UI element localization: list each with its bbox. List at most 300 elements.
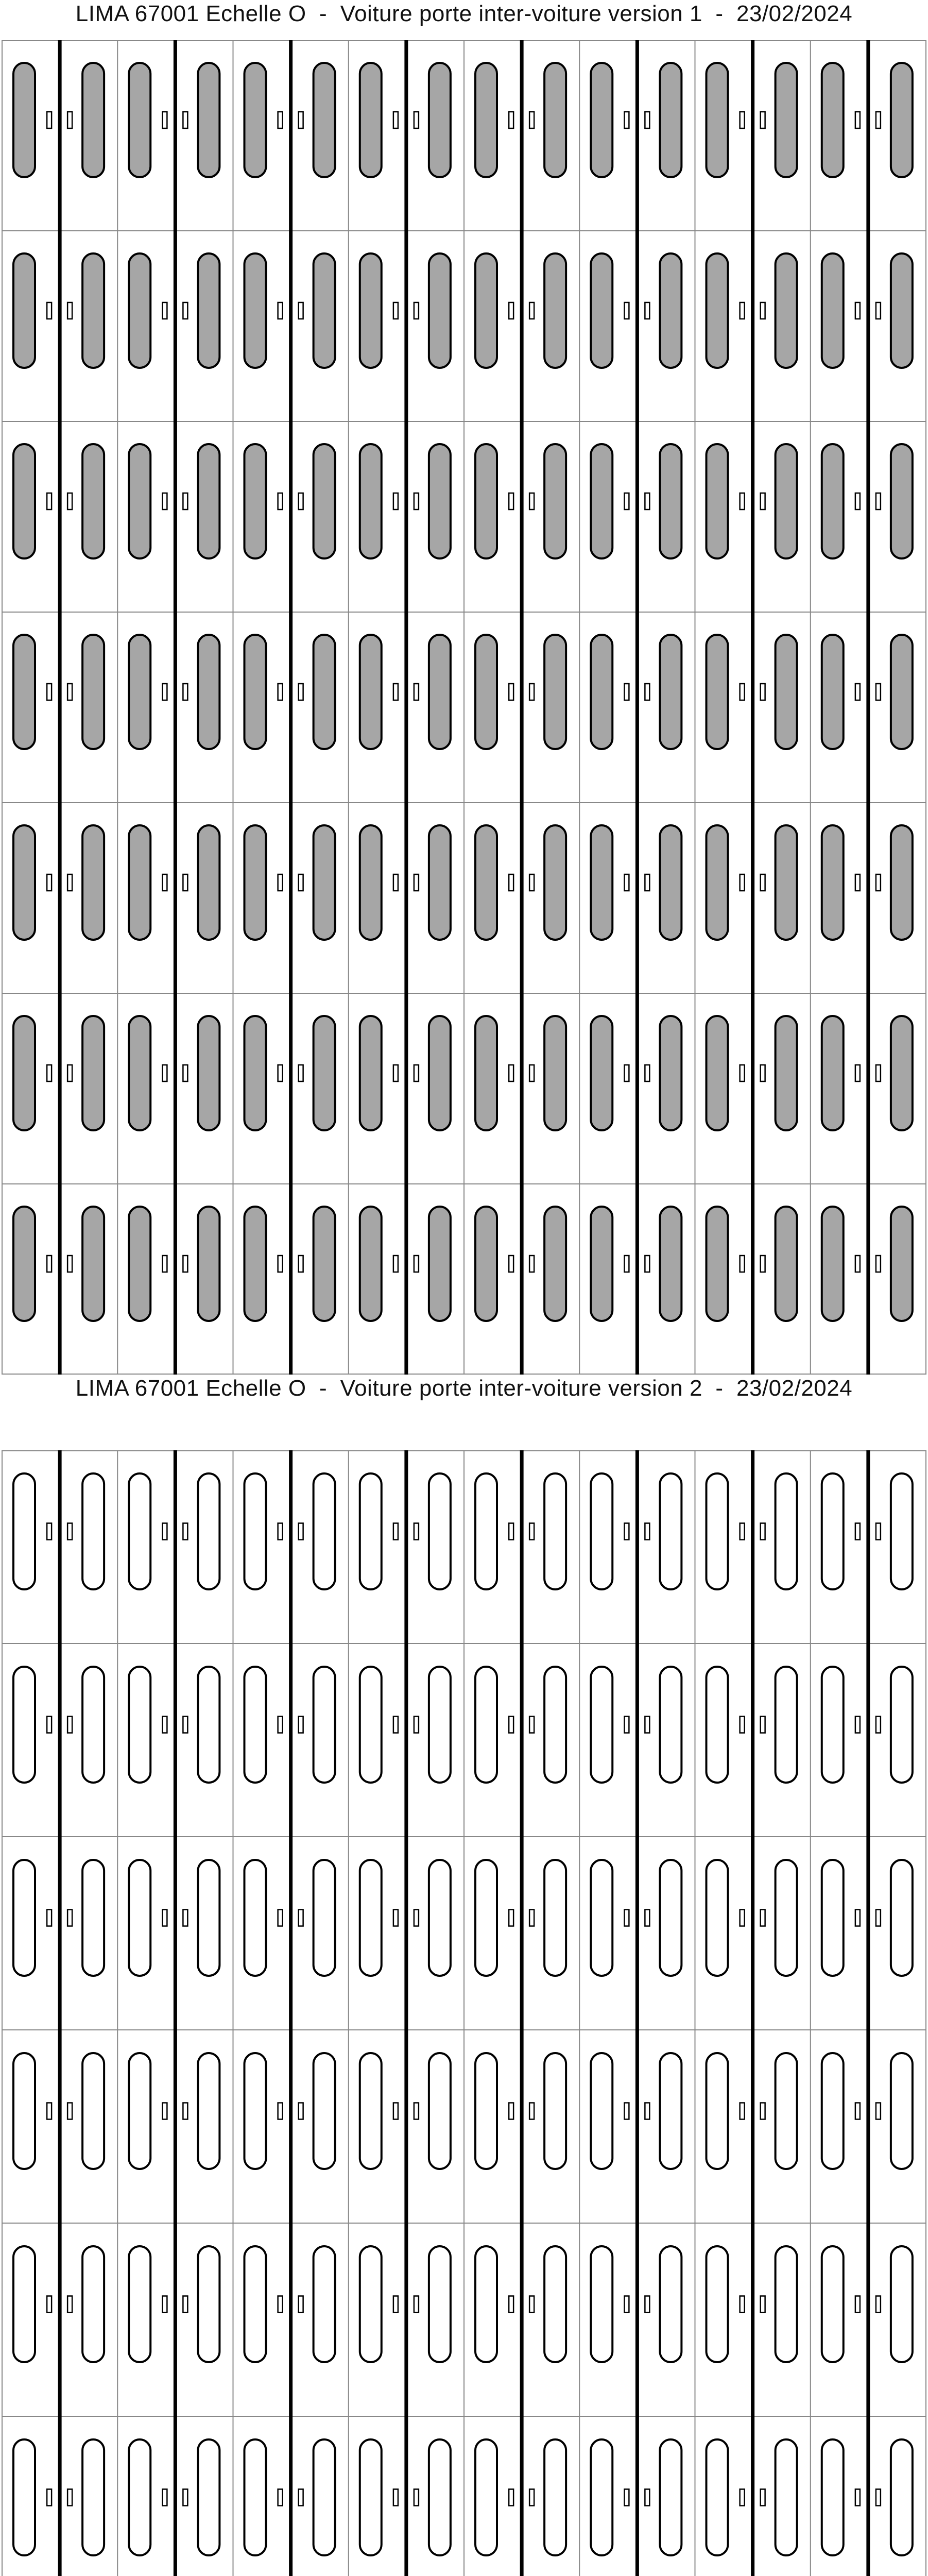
door-window <box>245 1207 266 1321</box>
door-window <box>13 1473 35 1589</box>
door-window <box>660 825 681 940</box>
door-handle <box>278 2103 283 2120</box>
door-window <box>360 2439 382 2555</box>
door-handle <box>855 2489 860 2506</box>
door-window <box>591 1473 612 1589</box>
door-handle <box>183 2103 187 2120</box>
door-window <box>13 444 35 558</box>
door-handle <box>761 1717 765 1733</box>
door-handle <box>740 1523 745 1540</box>
door-handle <box>761 112 765 128</box>
door-window <box>429 1207 451 1321</box>
door-handle <box>278 1523 283 1540</box>
door-window <box>198 1207 219 1321</box>
door-window <box>891 63 913 177</box>
door-window <box>245 444 266 558</box>
door-window <box>891 1667 913 1783</box>
door-window <box>314 635 335 749</box>
door-window <box>544 2439 566 2555</box>
door-window <box>891 253 913 368</box>
door-window <box>82 2053 104 2169</box>
door-window <box>129 1473 150 1589</box>
door-window <box>82 2246 104 2362</box>
door-window <box>591 253 612 368</box>
door-window <box>475 1667 497 1783</box>
door-window <box>544 825 566 940</box>
door-handle <box>876 1256 881 1272</box>
door-window <box>129 825 150 940</box>
door-window <box>891 1473 913 1589</box>
door-handle <box>624 1256 629 1272</box>
door-window <box>129 1667 150 1783</box>
door-handle <box>299 1256 303 1272</box>
door-handle <box>67 1256 72 1272</box>
door-handle <box>278 493 283 510</box>
door-handle <box>645 493 649 510</box>
door-handle <box>183 2296 187 2313</box>
door-handle <box>509 2296 513 2313</box>
door-handle <box>761 302 765 319</box>
door-handle <box>393 2489 398 2506</box>
door-window <box>314 444 335 558</box>
door-handle <box>624 1065 629 1081</box>
door-handle <box>162 1717 167 1733</box>
door-window <box>891 2246 913 2362</box>
door-handle <box>855 2296 860 2313</box>
door-handle <box>299 2296 303 2313</box>
door-window <box>544 1207 566 1321</box>
door-window <box>314 1860 335 1976</box>
door-window <box>776 2246 797 2362</box>
door-window <box>245 1016 266 1130</box>
door-handle <box>529 112 534 128</box>
door-handle <box>529 2103 534 2120</box>
door-window <box>660 635 681 749</box>
door-handle <box>414 2103 419 2120</box>
door-window <box>129 1860 150 1976</box>
door-handle <box>740 2103 745 2120</box>
door-window <box>13 1207 35 1321</box>
door-window <box>129 635 150 749</box>
door-handle <box>624 112 629 128</box>
door-handle <box>47 2296 51 2313</box>
door-handle <box>529 1065 534 1081</box>
door-window <box>198 1667 219 1783</box>
door-window <box>475 444 497 558</box>
door-handle <box>414 2489 419 2506</box>
door-window <box>314 2053 335 2169</box>
door-handle <box>624 2103 629 2120</box>
door-handle <box>509 493 513 510</box>
door-window <box>245 63 266 177</box>
door-handle <box>47 112 51 128</box>
door-handle <box>47 1523 51 1540</box>
door-window <box>707 2246 728 2362</box>
door-handle <box>162 1910 167 1926</box>
door-window <box>660 1016 681 1130</box>
door-window <box>360 253 382 368</box>
door-window <box>429 1016 451 1130</box>
door-window <box>544 253 566 368</box>
door-window <box>245 2053 266 2169</box>
door-window <box>129 253 150 368</box>
door-handle <box>162 302 167 319</box>
door-window <box>776 1860 797 1976</box>
door-handle <box>47 1717 51 1733</box>
door-handle <box>393 2296 398 2313</box>
door-handle <box>645 1256 649 1272</box>
door-window <box>360 444 382 558</box>
door-window <box>13 63 35 177</box>
door-window <box>360 825 382 940</box>
door-window <box>360 1860 382 1976</box>
door-window <box>660 1473 681 1589</box>
door-window <box>314 1667 335 1783</box>
door-handle <box>876 874 881 891</box>
door-window <box>360 1667 382 1783</box>
door-window <box>475 253 497 368</box>
door-handle <box>855 1523 860 1540</box>
door-window <box>822 444 844 558</box>
door-window <box>707 444 728 558</box>
door-handle <box>740 1256 745 1272</box>
door-handle <box>761 2296 765 2313</box>
door-window <box>82 1667 104 1783</box>
door-handle <box>299 1523 303 1540</box>
door-template-grid-version-2 <box>0 1450 928 2576</box>
door-handle <box>183 684 187 700</box>
door-window <box>429 1860 451 1976</box>
door-handle <box>278 2296 283 2313</box>
door-window <box>822 635 844 749</box>
door-window <box>360 635 382 749</box>
door-window <box>198 1016 219 1130</box>
door-window <box>245 825 266 940</box>
door-window <box>245 1860 266 1976</box>
door-window <box>822 825 844 940</box>
door-handle <box>47 1065 51 1081</box>
door-handle <box>299 2103 303 2120</box>
door-window <box>82 2439 104 2555</box>
door-window <box>82 1016 104 1130</box>
door-window <box>776 635 797 749</box>
door-handle <box>67 1065 72 1081</box>
door-window <box>891 1860 913 1976</box>
door-handle <box>393 2103 398 2120</box>
door-handle <box>740 1065 745 1081</box>
door-handle <box>47 302 51 319</box>
door-window <box>129 63 150 177</box>
door-handle <box>414 112 419 128</box>
door-handle <box>414 493 419 510</box>
door-window <box>475 1016 497 1130</box>
door-window <box>591 2439 612 2555</box>
door-handle <box>645 1065 649 1081</box>
door-handle <box>855 302 860 319</box>
door-handle <box>414 1256 419 1272</box>
door-handle <box>47 684 51 700</box>
door-window <box>475 2246 497 2362</box>
door-window <box>822 1207 844 1321</box>
door-template-grid-version-1 <box>0 40 928 1376</box>
door-handle <box>645 874 649 891</box>
door-window <box>475 63 497 177</box>
door-window <box>891 444 913 558</box>
door-window <box>245 2246 266 2362</box>
door-window <box>591 2053 612 2169</box>
door-handle <box>876 2489 881 2506</box>
door-handle <box>183 112 187 128</box>
door-handle <box>645 1910 649 1926</box>
door-handle <box>740 112 745 128</box>
door-window <box>660 1207 681 1321</box>
door-window <box>707 1667 728 1783</box>
door-window <box>475 2439 497 2555</box>
door-window <box>660 444 681 558</box>
door-window <box>591 2246 612 2362</box>
door-window <box>198 2439 219 2555</box>
door-handle <box>393 493 398 510</box>
door-handle <box>299 1910 303 1926</box>
door-handle <box>162 684 167 700</box>
door-window <box>198 635 219 749</box>
door-window <box>198 63 219 177</box>
door-window <box>475 825 497 940</box>
door-handle <box>299 112 303 128</box>
door-handle <box>740 2296 745 2313</box>
door-handle <box>509 1717 513 1733</box>
door-handle <box>855 2103 860 2120</box>
door-window <box>707 2053 728 2169</box>
door-window <box>891 2439 913 2555</box>
door-handle <box>876 1065 881 1081</box>
door-handle <box>183 1910 187 1926</box>
door-window <box>707 635 728 749</box>
door-handle <box>299 493 303 510</box>
door-window <box>314 2246 335 2362</box>
door-window <box>129 2053 150 2169</box>
door-window <box>776 253 797 368</box>
door-handle <box>740 1717 745 1733</box>
door-handle <box>162 1256 167 1272</box>
door-window <box>429 1667 451 1783</box>
door-window <box>660 2439 681 2555</box>
door-window <box>198 1860 219 1976</box>
door-handle <box>393 1717 398 1733</box>
door-handle <box>624 493 629 510</box>
door-window <box>314 825 335 940</box>
door-window <box>707 825 728 940</box>
door-window <box>891 2053 913 2169</box>
door-window <box>429 2246 451 2362</box>
door-handle <box>393 1256 398 1272</box>
door-window <box>13 253 35 368</box>
door-handle <box>414 2296 419 2313</box>
door-window <box>776 1667 797 1783</box>
door-handle <box>162 2489 167 2506</box>
door-handle <box>529 2489 534 2506</box>
door-handle <box>67 112 72 128</box>
door-window <box>82 444 104 558</box>
door-window <box>475 635 497 749</box>
door-handle <box>183 493 187 510</box>
door-window <box>822 1860 844 1976</box>
door-handle <box>855 684 860 700</box>
door-handle <box>509 112 513 128</box>
door-handle <box>67 2296 72 2313</box>
door-handle <box>393 1910 398 1926</box>
door-window <box>245 635 266 749</box>
door-window <box>314 1207 335 1321</box>
door-window <box>82 1860 104 1976</box>
door-handle <box>645 1717 649 1733</box>
door-window <box>822 2246 844 2362</box>
door-handle <box>761 2103 765 2120</box>
door-handle <box>509 2103 513 2120</box>
door-window <box>591 635 612 749</box>
door-window <box>891 825 913 940</box>
door-window <box>198 1473 219 1589</box>
door-handle <box>278 1910 283 1926</box>
door-window <box>314 1473 335 1589</box>
door-handle <box>414 1910 419 1926</box>
door-handle <box>414 1717 419 1733</box>
door-handle <box>624 302 629 319</box>
door-handle <box>761 1256 765 1272</box>
door-window <box>245 1667 266 1783</box>
door-handle <box>509 2489 513 2506</box>
door-handle <box>876 1523 881 1540</box>
door-handle <box>529 1523 534 1540</box>
door-handle <box>47 1910 51 1926</box>
door-handle <box>624 874 629 891</box>
door-handle <box>509 302 513 319</box>
door-handle <box>414 1065 419 1081</box>
door-handle <box>162 1523 167 1540</box>
door-window <box>822 1016 844 1130</box>
door-window <box>591 825 612 940</box>
door-handle <box>529 302 534 319</box>
door-handle <box>393 112 398 128</box>
door-handle <box>761 1523 765 1540</box>
door-window <box>776 1016 797 1130</box>
door-window <box>82 63 104 177</box>
door-window <box>429 63 451 177</box>
door-handle <box>299 1717 303 1733</box>
door-window <box>360 63 382 177</box>
door-window <box>822 2439 844 2555</box>
door-handle <box>855 112 860 128</box>
door-window <box>707 253 728 368</box>
door-handle <box>162 2296 167 2313</box>
door-window <box>544 2053 566 2169</box>
door-window <box>475 2053 497 2169</box>
door-handle <box>645 1523 649 1540</box>
door-window <box>13 825 35 940</box>
door-handle <box>624 2489 629 2506</box>
door-handle <box>876 302 881 319</box>
door-window <box>314 63 335 177</box>
door-handle <box>529 1910 534 1926</box>
door-window <box>82 825 104 940</box>
door-handle <box>183 874 187 891</box>
door-handle <box>162 493 167 510</box>
door-window <box>475 1207 497 1321</box>
door-handle <box>855 1065 860 1081</box>
door-window <box>198 2246 219 2362</box>
door-handle <box>183 1065 187 1081</box>
door-handle <box>393 874 398 891</box>
door-window <box>776 1207 797 1321</box>
door-window <box>13 2246 35 2362</box>
door-handle <box>278 2489 283 2506</box>
door-window <box>544 1860 566 1976</box>
door-handle <box>183 1256 187 1272</box>
door-handle <box>393 684 398 700</box>
door-handle <box>761 874 765 891</box>
door-handle <box>183 302 187 319</box>
door-window <box>660 253 681 368</box>
door-handle <box>855 493 860 510</box>
door-window <box>822 1667 844 1783</box>
door-window <box>13 635 35 749</box>
door-handle <box>299 1065 303 1081</box>
door-handle <box>645 2489 649 2506</box>
door-window <box>544 63 566 177</box>
door-handle <box>761 1065 765 1081</box>
door-window <box>891 635 913 749</box>
door-window <box>198 825 219 940</box>
door-window <box>544 1667 566 1783</box>
door-handle <box>47 2489 51 2506</box>
door-window <box>591 63 612 177</box>
door-window <box>429 253 451 368</box>
door-window <box>13 2439 35 2555</box>
door-window <box>82 1207 104 1321</box>
door-handle <box>624 1717 629 1733</box>
door-window <box>660 1860 681 1976</box>
door-window <box>13 2053 35 2169</box>
door-handle <box>67 1523 72 1540</box>
door-window <box>660 1667 681 1783</box>
door-handle <box>529 874 534 891</box>
door-window <box>129 2246 150 2362</box>
door-handle <box>414 302 419 319</box>
door-window <box>822 2053 844 2169</box>
door-handle <box>183 1717 187 1733</box>
door-handle <box>645 2296 649 2313</box>
door-handle <box>278 1065 283 1081</box>
door-handle <box>855 874 860 891</box>
door-window <box>891 1016 913 1130</box>
door-handle <box>855 1256 860 1272</box>
door-handle <box>876 1910 881 1926</box>
door-handle <box>876 2103 881 2120</box>
door-handle <box>855 1910 860 1926</box>
door-handle <box>393 1523 398 1540</box>
door-window <box>591 1016 612 1130</box>
door-window <box>776 63 797 177</box>
door-handle <box>278 302 283 319</box>
door-handle <box>529 1717 534 1733</box>
door-handle <box>624 1910 629 1926</box>
door-window <box>544 1016 566 1130</box>
door-handle <box>414 1523 419 1540</box>
door-handle <box>509 684 513 700</box>
door-window <box>429 1473 451 1589</box>
door-handle <box>509 874 513 891</box>
door-handle <box>761 2489 765 2506</box>
